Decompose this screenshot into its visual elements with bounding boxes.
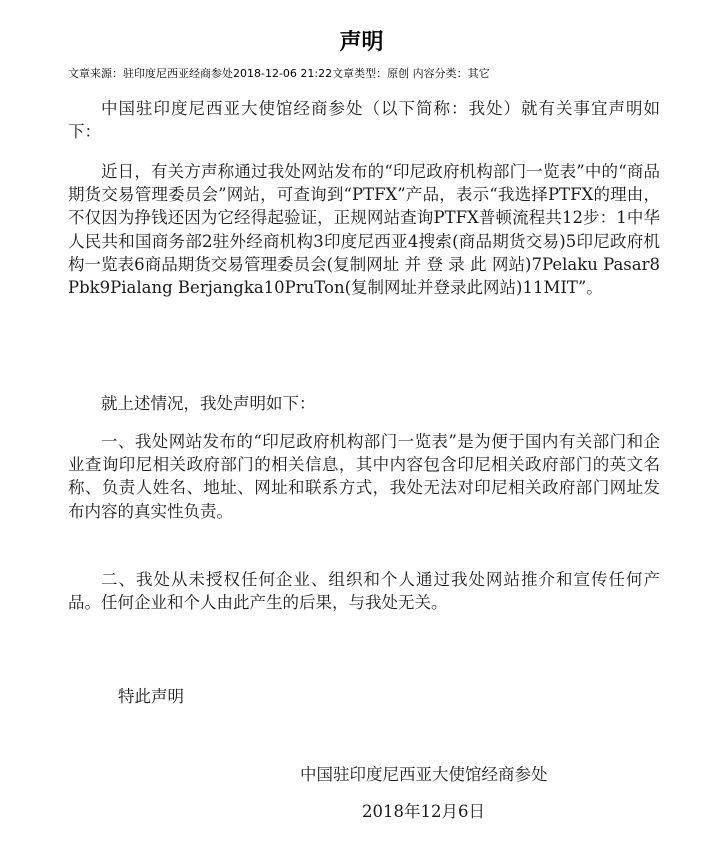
signature-date: 2018年12月6日	[362, 802, 485, 821]
article-meta: 文章来源：驻印度尼西亚经商参处2018-12-06 21:22文章类型：原创 内容分类：其它	[68, 67, 490, 80]
closing-text: 特此声明	[118, 687, 184, 706]
situation-paragraph: 近日，有关方声称通过我处网站发布的“印尼政府机构部门一览表”中的“商品期货交易管理委员会”网站，可查询到“PTFX”产品，表示“我选择PTFX的理由，不仅因为挣钱还因为它经得起验证，正规网站查询PTFX普顿流程共12步：1中华人民共和国商务部2驻外经商机构3印度尼西亚4搜索(商品期货交易)5印尼政府机构一览表6商品期货交易管理委员会(复制网址 并 登 录 此 网站)7Pelaku Pasar8Pbk9Pialang Berjangka10PruTon(复制网址并登录此网站)11MIT”。	[68, 162, 660, 298]
intro-paragraph: 中国驻印度尼西亚大使馆经商参处（以下简称：我处）就有关事宜声明如下：	[68, 99, 660, 142]
point-two-paragraph: 二、我处从未授权任何企业、组织和个人通过我处网站推介和宣传任何产品。任何企业和个人由此产生的后果，与我处无关。	[68, 570, 660, 613]
page-title: 声明	[339, 30, 384, 55]
point-one-paragraph: 一、我处网站发布的“印尼政府机构部门一览表”是为便于国内有关部门和企业查询印尼相关政府部门的相关信息，其中内容包含印尼相关政府部门的英文名称、负责人姓名、地址、网址和联系方式，我处无法对印尼相关政府部门网址发布内容的真实性负责。	[68, 432, 660, 521]
signature-org: 中国驻印度尼西亚大使馆经商参处	[300, 765, 548, 784]
statement-intro-paragraph: 就上述情况，我处声明如下：	[101, 394, 316, 413]
